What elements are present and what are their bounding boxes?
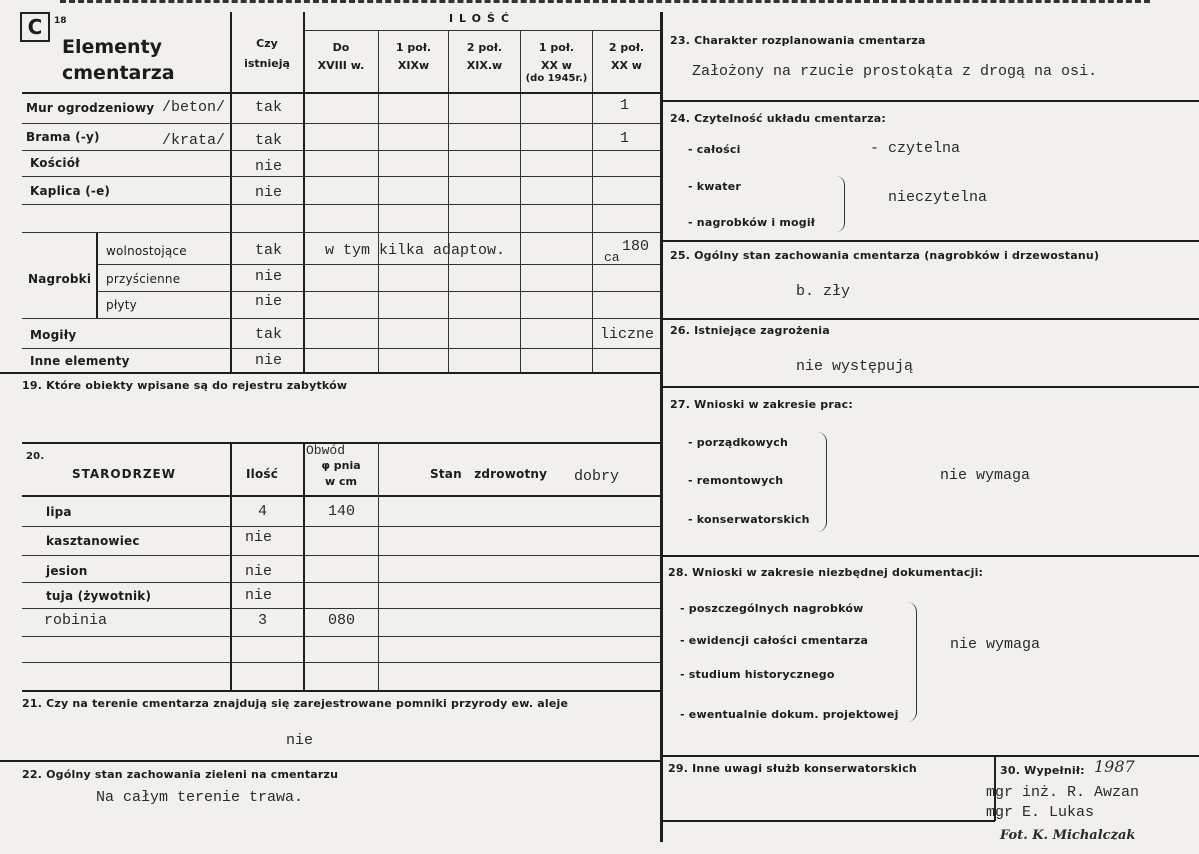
col-header: XX w	[611, 59, 642, 72]
card-letter: C	[27, 15, 43, 39]
q22-label: 22. Ogólny stan zachowania zieleni na cmentarzu	[22, 768, 339, 781]
trees-circ-handwritten: Obwód	[306, 443, 346, 458]
row-label-chapel: Kaplica (-e)	[30, 184, 111, 198]
mounds-exists: tak	[255, 326, 283, 343]
row-label-other: Inne elementy	[30, 354, 130, 368]
center-divider	[660, 12, 663, 842]
grid-line	[662, 100, 1199, 102]
grid-line	[22, 526, 660, 527]
standing-qty: 180	[622, 238, 650, 255]
q21-label: 21. Czy na terenie cmentarza znajdują się zarejestrowane pomniki przyrody ew. aleje	[22, 697, 569, 710]
grid-line	[0, 760, 662, 762]
q27-item: - porządkowych	[688, 436, 789, 449]
grid-line	[662, 318, 1199, 320]
grid-line	[22, 495, 660, 497]
standing-exists: tak	[255, 242, 283, 259]
q29-label: 29. Inne uwagi służb konserwatorskich	[668, 762, 917, 775]
tree-qty: nie	[245, 529, 273, 546]
trees-health-header: Stan zdrowotny	[430, 467, 548, 481]
tree-circ: 140	[328, 503, 356, 520]
q24-value-1: - czytelna	[870, 140, 961, 157]
grid-line	[22, 123, 660, 124]
wall-exists: tak	[255, 99, 283, 116]
gate-exists: tak	[255, 132, 283, 149]
q27-brace	[816, 432, 827, 532]
q28-brace	[906, 602, 917, 722]
q24-item: - kwater	[688, 180, 742, 193]
tree-qty: nie	[245, 587, 273, 604]
q26-value: nie występują	[796, 358, 914, 375]
q21-value: nie	[286, 732, 314, 749]
grid-line	[22, 150, 660, 151]
quantity-title: ILOŚĆ	[448, 12, 516, 25]
q23-value: Założony na rzucie prostokąta z drogą na osi.	[692, 63, 1098, 80]
row-label-standing: wolnostojące	[106, 244, 187, 258]
tree-name: tuja (żywotnik)	[46, 589, 152, 603]
wall-note: /beton/	[162, 99, 226, 116]
tree-name: jesion	[46, 564, 88, 578]
gate-note: /krata/	[162, 132, 226, 149]
row-label-gate: Brama (-y)	[26, 130, 100, 144]
grid-line	[97, 264, 660, 265]
trees-circ-header-1: φ pnia	[321, 459, 361, 472]
q30-person-2: mgr E. Lukas	[986, 804, 1095, 821]
grid-line	[96, 232, 98, 318]
q24-item: - nagrobków i mogił	[688, 216, 816, 229]
grid-line	[22, 348, 660, 349]
grid-line	[22, 204, 660, 205]
q28-item: - ewentualnie dokum. projektowej	[680, 708, 899, 721]
grid-line	[22, 662, 660, 663]
q27-value: nie wymaga	[940, 467, 1031, 484]
q30-year: 1987	[1094, 757, 1135, 776]
q27-label: 27. Wnioski w zakresie prac:	[670, 398, 853, 411]
grid-line	[662, 386, 1199, 388]
other-exists: nie	[255, 352, 283, 369]
q19-label: 19. Które obiekty wpisane są do rejestru zabytków	[22, 379, 348, 392]
grid-line	[662, 240, 1199, 242]
col-header: 2 poł.	[608, 41, 645, 54]
grid-line	[378, 442, 379, 690]
q24-value-2: nieczytelna	[888, 189, 988, 206]
col-header: XIXw	[397, 59, 430, 72]
col-header: 1 poł.	[538, 41, 575, 54]
q28-item: - studium historycznego	[680, 668, 835, 681]
card-letter-box	[20, 12, 50, 42]
grid-line	[22, 636, 660, 637]
q27-item: - remontowych	[688, 474, 784, 487]
q30-photo-signature: Fot. K. Michalczak	[1000, 828, 1136, 843]
q24-label: 24. Czytelność układu cmentarza:	[670, 112, 886, 125]
q28-value: nie wymaga	[950, 636, 1041, 653]
top-edge-marks	[60, 0, 1150, 6]
grid-line	[22, 92, 660, 94]
row-label-wall-mounted: przyścienne	[106, 272, 181, 286]
q27-item: - konserwatorskich	[688, 513, 810, 526]
grid-line	[22, 318, 660, 319]
trees-section-number: 20.	[26, 451, 45, 462]
grid-line	[22, 582, 660, 583]
tree-circ: 080	[328, 612, 356, 629]
grid-line	[448, 30, 449, 372]
col-header: Do	[332, 41, 350, 54]
exists-header-1: Czy	[256, 37, 278, 50]
row-label-graves: Nagrobki	[28, 272, 92, 286]
card-number: 18	[54, 16, 67, 26]
grid-line	[230, 442, 232, 690]
trees-title: STARODRZEW	[72, 467, 176, 481]
tree-qty: 4	[258, 503, 268, 520]
q30-label: 30. Wypełnił:	[1000, 764, 1085, 777]
wall-mounted-exists: nie	[255, 268, 283, 285]
grid-line	[22, 555, 660, 556]
q24-brace	[836, 176, 845, 232]
q23-label: 23. Charakter rozplanowania cmentarza	[670, 34, 926, 47]
grid-line	[304, 30, 660, 31]
trees-qty-header: Ilość	[246, 467, 279, 481]
tree-qty: nie	[245, 563, 273, 580]
col-header: 2 poł.	[466, 41, 503, 54]
mounds-qty: liczne	[600, 326, 655, 343]
q25-value: b. zły	[796, 283, 851, 300]
tree-name: robinia	[44, 612, 108, 629]
tree-qty: 3	[258, 612, 268, 629]
grid-line	[662, 555, 1199, 557]
chapel-exists: nie	[255, 184, 283, 201]
standing-note: w tym kilka adaptow.	[325, 242, 506, 259]
grid-line	[662, 820, 995, 822]
grid-line	[97, 291, 660, 292]
q28-label: 28. Wnioski w zakresie niezbędnej dokumentacji:	[668, 566, 984, 579]
q25-label: 25. Ogólny stan zachowania cmentarza (nagrobków i drzewostanu)	[670, 249, 1100, 262]
exists-header-2: istnieją	[244, 57, 290, 70]
q26-label: 26. Istniejące zagrożenia	[670, 324, 830, 337]
col-header: XIX.w	[466, 59, 503, 72]
row-label-church: Kościół	[30, 156, 80, 170]
q28-item: - poszczególnych nagrobków	[680, 602, 864, 615]
grid-line	[378, 30, 379, 372]
col-header: XVIII w.	[317, 59, 365, 72]
tree-name: kasztanowiec	[46, 534, 140, 548]
q30-person-1: mgr inż. R. Awzan	[986, 784, 1140, 801]
row-label-wall: Mur ogrodzeniowy	[26, 101, 155, 115]
col-header: XX w	[541, 59, 572, 72]
elements-title-2: cmentarza	[62, 62, 175, 84]
q24-item: - całości	[688, 143, 741, 156]
row-label-slabs: płyty	[106, 298, 137, 312]
elements-title-1: Elementy	[62, 36, 163, 58]
church-exists: nie	[255, 158, 283, 175]
grid-line	[592, 30, 593, 372]
grid-line	[0, 372, 662, 374]
gate-qty: 1	[620, 130, 630, 147]
slabs-exists: nie	[255, 293, 283, 310]
grid-line	[22, 608, 660, 609]
q28-item: - ewidencji całości cmentarza	[680, 634, 869, 647]
grid-line	[22, 176, 660, 177]
grid-line	[22, 690, 660, 692]
q22-value: Na całym terenie trawa.	[96, 789, 304, 806]
standing-ca: ca	[604, 250, 620, 265]
grid-line	[22, 232, 660, 233]
trees-circ-header-2: w cm	[325, 475, 357, 488]
wall-qty: 1	[620, 97, 630, 114]
col-header: (do 1945r.)	[525, 73, 588, 84]
row-label-mounds: Mogiły	[30, 328, 77, 342]
tree-name: lipa	[46, 505, 72, 519]
trees-health-value: dobry	[574, 468, 620, 485]
col-header: 1 poł.	[395, 41, 432, 54]
